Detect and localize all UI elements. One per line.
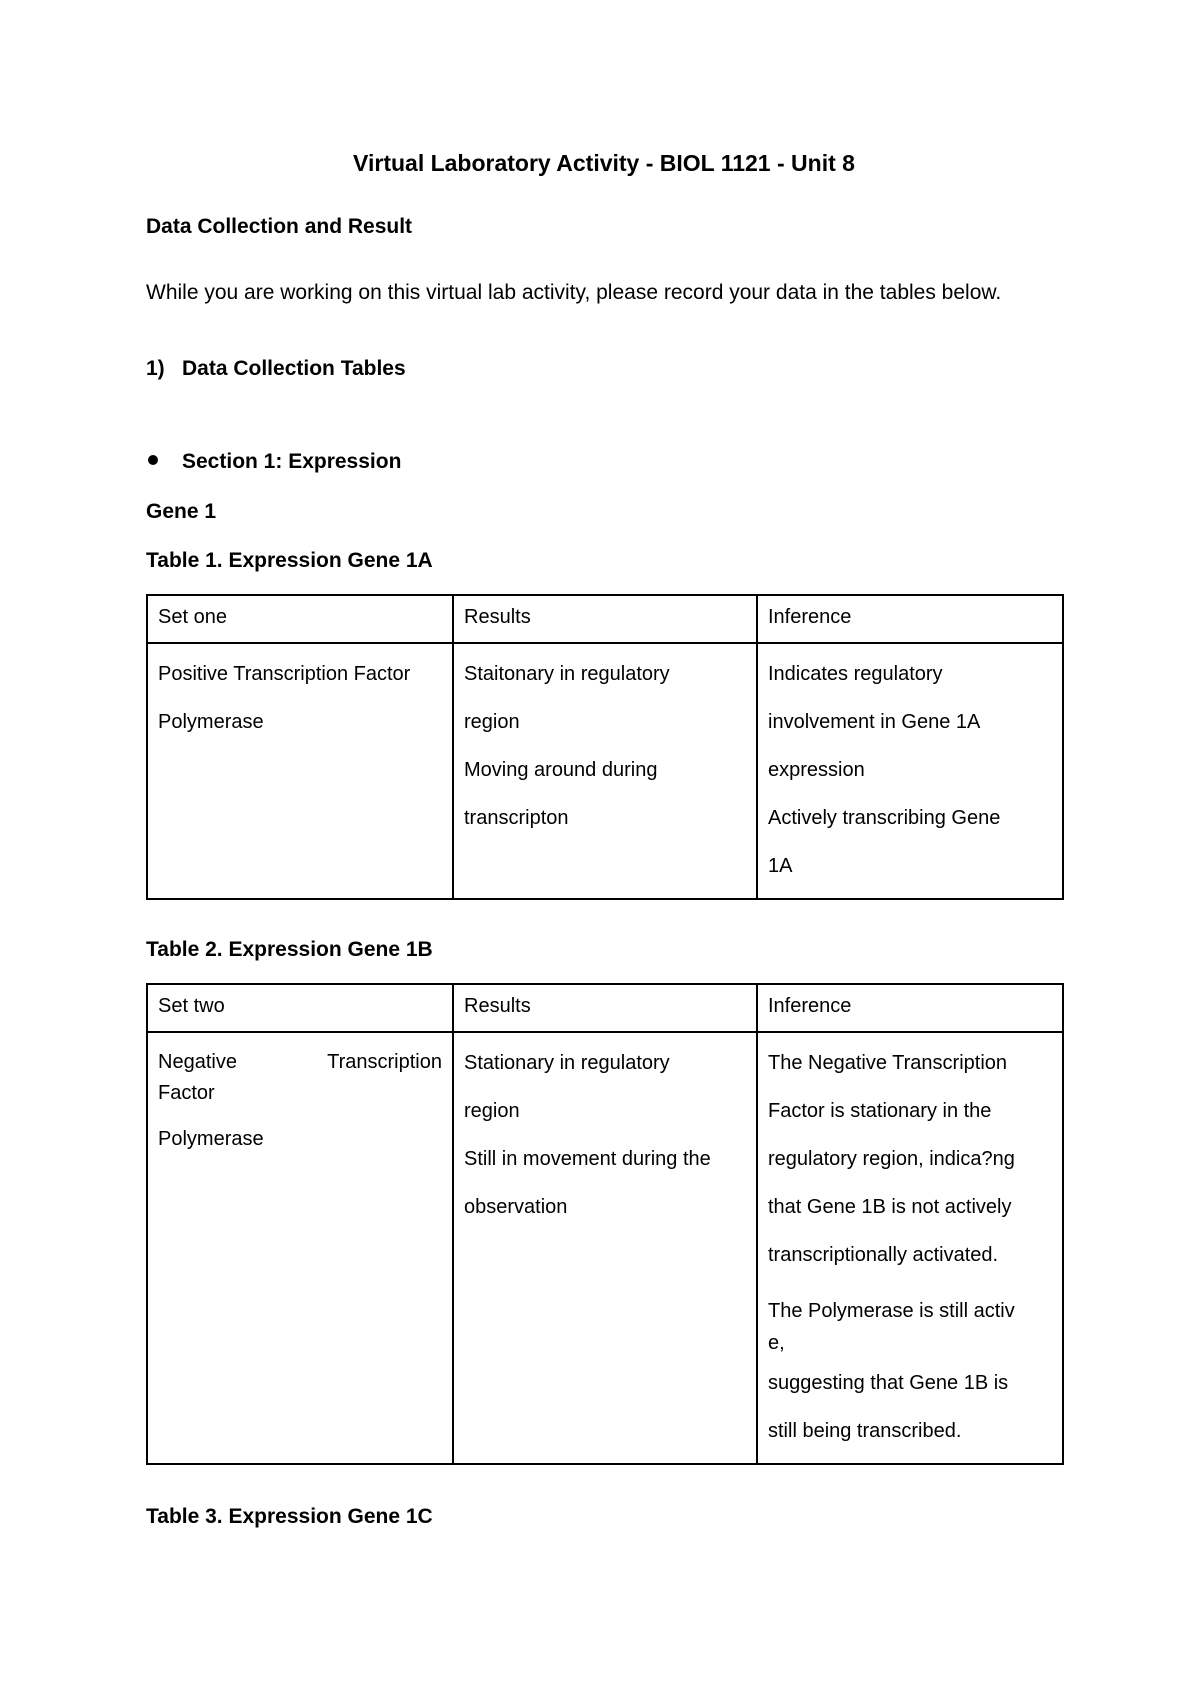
document-title: Virtual Laboratory Activity - BIOL 1121 - Unit 8 bbox=[353, 150, 855, 176]
cell-line: transcripton bbox=[464, 807, 569, 829]
cell-line: Factor bbox=[158, 1082, 215, 1104]
table1-cell-set bbox=[147, 643, 453, 899]
cell-line: Actively transcribing Gene bbox=[768, 807, 1001, 829]
cell-line: 1A bbox=[768, 855, 793, 877]
numbered-heading-number: 1) bbox=[146, 357, 165, 380]
table2-cell-inference bbox=[757, 1032, 1063, 1464]
bullet-section-heading bbox=[146, 450, 401, 474]
table2-header-cell: Results bbox=[453, 984, 757, 1032]
table2-header-cell: Inference bbox=[757, 984, 1063, 1032]
justified-line bbox=[158, 1047, 442, 1077]
table2-cell-results bbox=[453, 1032, 757, 1464]
table1-caption: Table 1. Expression Gene 1A bbox=[146, 549, 433, 572]
table1-cell-inference bbox=[757, 643, 1063, 899]
table2 bbox=[146, 983, 1064, 1465]
table1 bbox=[146, 594, 1064, 900]
bullet-section-label: Section 1: Expression bbox=[182, 450, 402, 473]
cell-line: Factor is stationary in the bbox=[768, 1100, 992, 1122]
table1-cell-results bbox=[453, 643, 757, 899]
table1-header-cell: Set one bbox=[147, 595, 453, 643]
cell-line: The Negative Transcription bbox=[768, 1052, 1008, 1074]
cell-line: Indicates regulatory bbox=[768, 663, 943, 685]
cell-line: Polymerase bbox=[158, 1128, 264, 1150]
cell-line: that Gene 1B is not actively bbox=[768, 1196, 1012, 1218]
cell-line: region bbox=[464, 711, 520, 733]
cell-line: Still in movement during the bbox=[464, 1148, 711, 1170]
cell-line: still being transcribed. bbox=[768, 1420, 962, 1442]
intro-paragraph: While you are working on this virtual lab activity, please record your data in the tables below. bbox=[146, 281, 1002, 304]
table1-header-row bbox=[147, 595, 1063, 643]
cell-line: Polymerase bbox=[158, 711, 264, 733]
cell-line: transcriptionally activated. bbox=[768, 1244, 999, 1266]
cell-line: expression bbox=[768, 759, 865, 781]
numbered-heading bbox=[146, 357, 406, 381]
table2-header-cell: Set two bbox=[147, 984, 453, 1032]
table2-row bbox=[147, 1032, 1063, 1464]
cell-line: suggesting that Gene 1B is bbox=[768, 1372, 1009, 1394]
cell-line: e, bbox=[768, 1332, 785, 1354]
cell-line: The Polymerase is still activ bbox=[768, 1300, 1015, 1322]
cell-line: involvement in Gene 1A bbox=[768, 711, 981, 733]
section-heading: Data Collection and Result bbox=[146, 215, 413, 238]
gene-heading: Gene 1 bbox=[146, 500, 217, 523]
cell-line: Positive Transcription Factor bbox=[158, 663, 411, 685]
cell-line: observation bbox=[464, 1196, 568, 1218]
table2-caption: Table 2. Expression Gene 1B bbox=[146, 938, 433, 961]
cell-word: Negative bbox=[158, 1051, 237, 1073]
cell-line: Stationary in regulatory bbox=[464, 1052, 670, 1074]
cell-line: regulatory region, indica?ng bbox=[768, 1148, 1015, 1170]
spacer bbox=[158, 1109, 442, 1123]
cell-line: Staitonary in regulatory bbox=[464, 663, 670, 685]
table1-header-cell: Results bbox=[453, 595, 757, 643]
table3-caption: Table 3. Expression Gene 1C bbox=[146, 1505, 433, 1528]
table1-row bbox=[147, 643, 1063, 899]
bullet-icon bbox=[148, 455, 158, 465]
table2-header-row bbox=[147, 984, 1063, 1032]
table2-cell-set bbox=[147, 1032, 453, 1464]
cell-line: Moving around during bbox=[464, 759, 658, 781]
numbered-heading-label: Data Collection Tables bbox=[182, 357, 406, 380]
cell-line: region bbox=[464, 1100, 520, 1122]
table1-header-cell: Inference bbox=[757, 595, 1063, 643]
cell-word: Transcription bbox=[327, 1051, 442, 1073]
